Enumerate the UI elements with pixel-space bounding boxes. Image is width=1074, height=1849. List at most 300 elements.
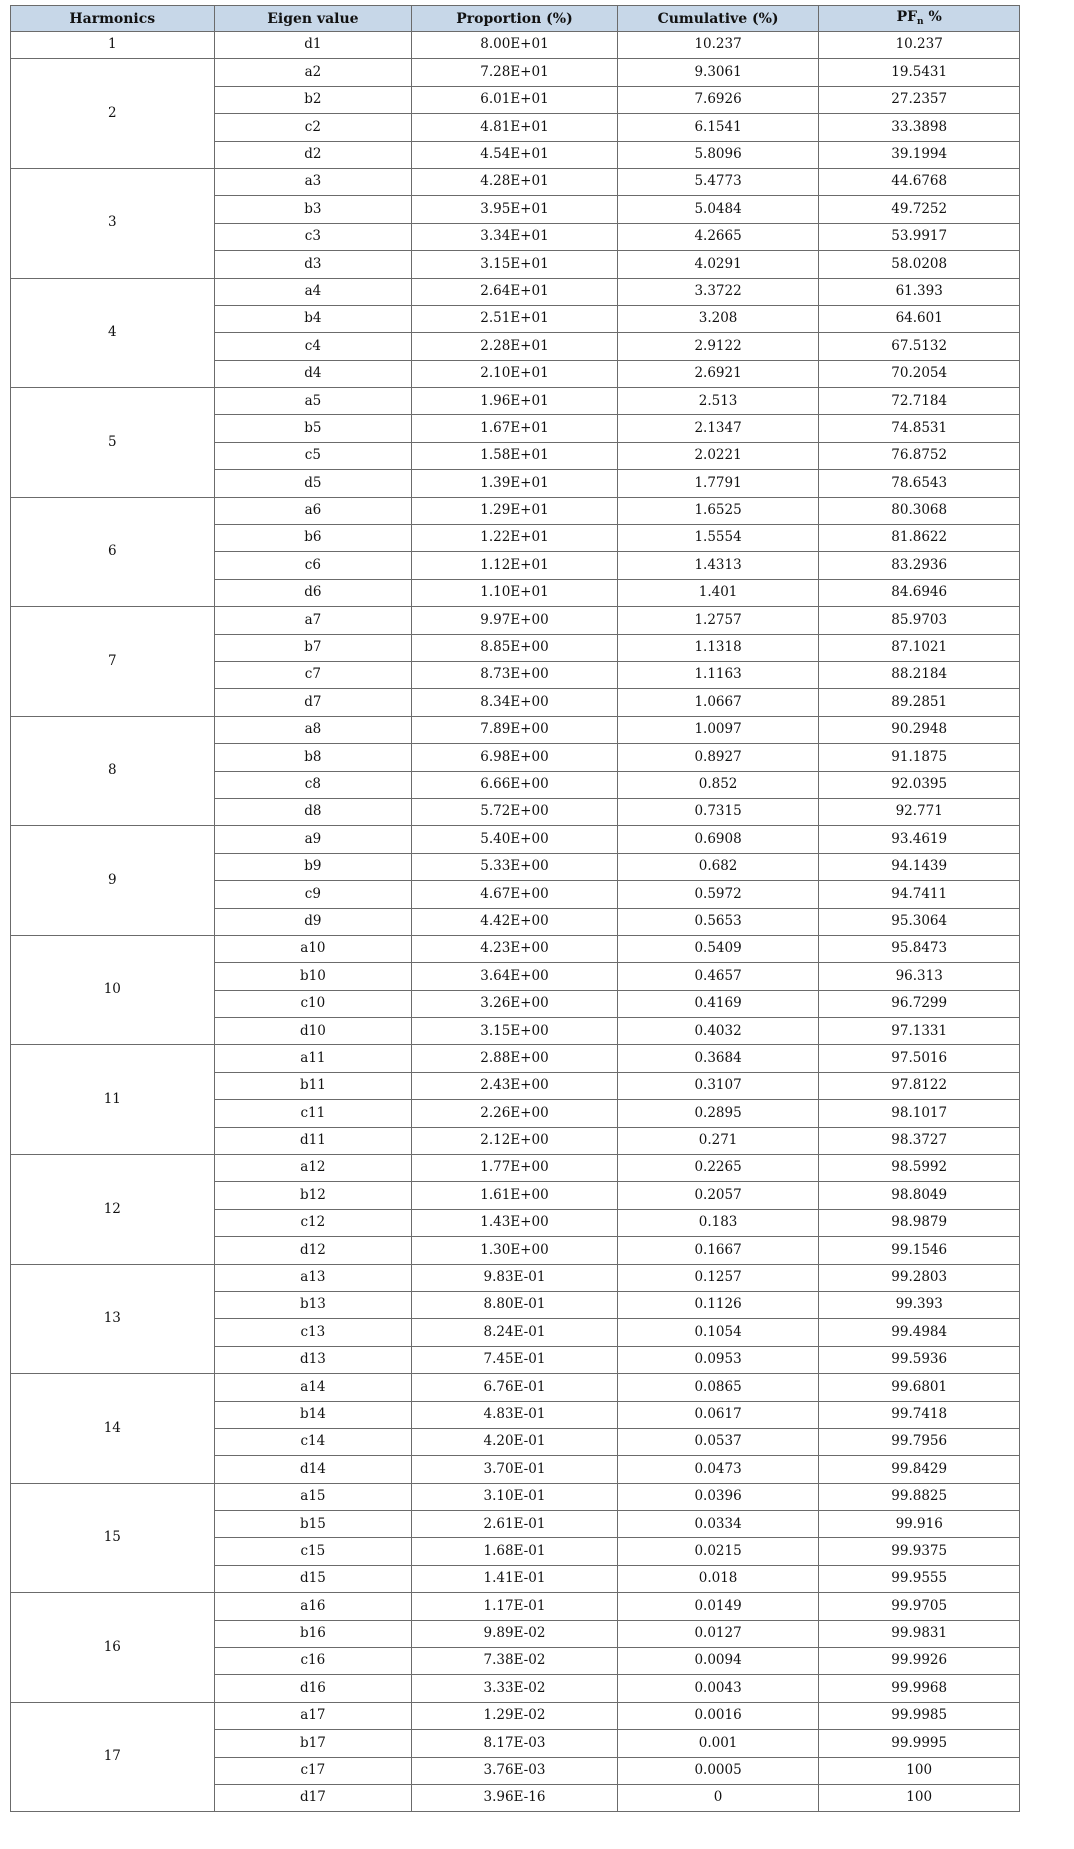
cumulative-cell: 0.0396 <box>617 1483 819 1510</box>
eigen-value-cell: a7 <box>214 607 412 634</box>
table-row <box>11 1702 1020 1729</box>
table-row <box>11 1483 1020 1510</box>
pf-cell: 44.6768 <box>819 168 1020 195</box>
table-row <box>11 1593 1020 1620</box>
proportion-cell: 4.67E+00 <box>412 881 618 908</box>
eigen-value-cell: b11 <box>214 1072 412 1099</box>
pf-cell: 100 <box>819 1785 1020 1812</box>
harmonic-cell: 12 <box>11 1155 215 1265</box>
proportion-cell: 3.26E+00 <box>412 990 618 1017</box>
proportion-cell: 2.28E+01 <box>412 333 618 360</box>
pf-cell: 99.916 <box>819 1511 1020 1538</box>
proportion-cell: 7.28E+01 <box>412 59 618 86</box>
eigen-value-cell: d8 <box>214 798 412 825</box>
cumulative-cell: 1.1163 <box>617 661 819 688</box>
pf-cell: 94.1439 <box>819 853 1020 880</box>
eigen-value-cell: c14 <box>214 1428 412 1455</box>
table-row <box>11 1264 1020 1291</box>
cumulative-cell: 0.0215 <box>617 1538 819 1565</box>
pf-cell: 98.3727 <box>819 1127 1020 1154</box>
header-eigen-value: Eigen value <box>214 6 412 32</box>
proportion-cell: 6.98E+00 <box>412 744 618 771</box>
eigen-value-cell: a4 <box>214 278 412 305</box>
proportion-cell: 1.41E-01 <box>412 1565 618 1592</box>
cumulative-cell: 1.5554 <box>617 525 819 552</box>
eigen-value-cell: d14 <box>214 1456 412 1483</box>
table-row <box>11 278 1020 305</box>
proportion-cell: 4.83E-01 <box>412 1401 618 1428</box>
cumulative-cell: 0.271 <box>617 1127 819 1154</box>
cumulative-cell: 9.3061 <box>617 59 819 86</box>
cumulative-cell: 0.0473 <box>617 1456 819 1483</box>
table-body <box>11 32 1020 1812</box>
eigen-value-cell: c8 <box>214 771 412 798</box>
proportion-cell: 8.17E-03 <box>412 1730 618 1757</box>
pf-cell: 95.3064 <box>819 908 1020 935</box>
eigen-value-cell: a9 <box>214 826 412 853</box>
pf-cell: 19.5431 <box>819 59 1020 86</box>
proportion-cell: 2.64E+01 <box>412 278 618 305</box>
table-row <box>11 59 1020 86</box>
proportion-cell: 4.54E+01 <box>412 141 618 168</box>
harmonic-cell: 11 <box>11 1045 215 1155</box>
pf-cell: 99.7956 <box>819 1428 1020 1455</box>
proportion-cell: 1.67E+01 <box>412 415 618 442</box>
proportion-cell: 3.64E+00 <box>412 963 618 990</box>
eigen-value-cell: d9 <box>214 908 412 935</box>
proportion-cell: 8.34E+00 <box>412 689 618 716</box>
eigen-value-cell: a2 <box>214 59 412 86</box>
header-cumulative: Cumulative (%) <box>617 6 819 32</box>
proportion-cell: 1.17E-01 <box>412 1593 618 1620</box>
proportion-cell: 1.96E+01 <box>412 388 618 415</box>
cumulative-cell: 0.001 <box>617 1730 819 1757</box>
pf-cell: 99.9555 <box>819 1565 1020 1592</box>
eigen-value-cell: a10 <box>214 935 412 962</box>
harmonic-cell: 5 <box>11 388 215 498</box>
eigen-value-cell: b16 <box>214 1620 412 1647</box>
eigen-value-cell: a12 <box>214 1155 412 1182</box>
cumulative-cell: 0.1126 <box>617 1291 819 1318</box>
cumulative-cell: 3.3722 <box>617 278 819 305</box>
eigen-value-cell: a11 <box>214 1045 412 1072</box>
cumulative-cell: 1.0097 <box>617 716 819 743</box>
eigen-value-cell: b3 <box>214 196 412 223</box>
pf-cell: 99.8825 <box>819 1483 1020 1510</box>
pf-cell: 53.9917 <box>819 223 1020 250</box>
eigen-value-cell: c3 <box>214 223 412 250</box>
proportion-cell: 6.01E+01 <box>412 86 618 113</box>
pf-cell: 93.4619 <box>819 826 1020 853</box>
cumulative-cell: 0.0094 <box>617 1648 819 1675</box>
cumulative-cell: 0.3107 <box>617 1072 819 1099</box>
pf-cell: 99.9985 <box>819 1702 1020 1729</box>
cumulative-cell: 1.4313 <box>617 552 819 579</box>
cumulative-cell: 0.2265 <box>617 1155 819 1182</box>
proportion-cell: 1.68E-01 <box>412 1538 618 1565</box>
proportion-cell: 3.96E-16 <box>412 1785 618 1812</box>
harmonic-cell: 2 <box>11 59 215 169</box>
pf-cell: 72.7184 <box>819 388 1020 415</box>
proportion-cell: 3.76E-03 <box>412 1757 618 1784</box>
eigen-value-cell: c16 <box>214 1648 412 1675</box>
pf-cell: 78.6543 <box>819 470 1020 497</box>
eigen-value-cell: c13 <box>214 1319 412 1346</box>
cumulative-cell: 0.0016 <box>617 1702 819 1729</box>
cumulative-cell: 0.5409 <box>617 935 819 962</box>
eigen-value-cell: b12 <box>214 1182 412 1209</box>
cumulative-cell: 0.5972 <box>617 881 819 908</box>
cumulative-cell: 0.1667 <box>617 1237 819 1264</box>
proportion-cell: 1.39E+01 <box>412 470 618 497</box>
pf-cell: 98.8049 <box>819 1182 1020 1209</box>
eigen-value-cell: a14 <box>214 1374 412 1401</box>
pf-cell: 74.8531 <box>819 415 1020 442</box>
proportion-cell: 7.38E-02 <box>412 1648 618 1675</box>
proportion-cell: 1.22E+01 <box>412 525 618 552</box>
eigen-value-cell: d3 <box>214 251 412 278</box>
proportion-cell: 3.10E-01 <box>412 1483 618 1510</box>
table-header <box>11 6 1020 32</box>
pf-cell: 99.9968 <box>819 1675 1020 1702</box>
pf-cell: 99.9705 <box>819 1593 1020 1620</box>
proportion-cell: 4.23E+00 <box>412 935 618 962</box>
cumulative-cell: 0.0005 <box>617 1757 819 1784</box>
eigen-value-cell: d13 <box>214 1346 412 1373</box>
proportion-cell: 8.85E+00 <box>412 634 618 661</box>
cumulative-cell: 0.0127 <box>617 1620 819 1647</box>
table-row <box>11 607 1020 634</box>
eigen-value-cell: a8 <box>214 716 412 743</box>
eigen-value-cell: d15 <box>214 1565 412 1592</box>
eigen-value-cell: b8 <box>214 744 412 771</box>
harmonic-cell: 6 <box>11 497 215 607</box>
pf-cell: 64.601 <box>819 305 1020 332</box>
cumulative-cell: 0.6908 <box>617 826 819 853</box>
eigen-value-cell: c6 <box>214 552 412 579</box>
pf-cell: 90.2948 <box>819 716 1020 743</box>
cumulative-cell: 1.1318 <box>617 634 819 661</box>
table-row <box>11 716 1020 743</box>
harmonic-cell: 9 <box>11 826 215 936</box>
cumulative-cell: 0.1054 <box>617 1319 819 1346</box>
pf-cell: 27.2357 <box>819 86 1020 113</box>
pf-cell: 67.5132 <box>819 333 1020 360</box>
pf-cell: 99.9375 <box>819 1538 1020 1565</box>
pf-cell: 94.7411 <box>819 881 1020 908</box>
pf-cell: 100 <box>819 1757 1020 1784</box>
eigen-value-cell: b15 <box>214 1511 412 1538</box>
pf-cell: 99.9831 <box>819 1620 1020 1647</box>
cumulative-cell: 0.2057 <box>617 1182 819 1209</box>
cumulative-cell: 3.208 <box>617 305 819 332</box>
cumulative-cell: 0.0865 <box>617 1374 819 1401</box>
pf-cell: 99.4984 <box>819 1319 1020 1346</box>
cumulative-cell: 0.1257 <box>617 1264 819 1291</box>
cumulative-cell: 6.1541 <box>617 114 819 141</box>
table-row <box>11 388 1020 415</box>
eigen-value-cell: d6 <box>214 579 412 606</box>
proportion-cell: 1.43E+00 <box>412 1209 618 1236</box>
proportion-cell: 5.72E+00 <box>412 798 618 825</box>
pf-cell: 98.9879 <box>819 1209 1020 1236</box>
proportion-cell: 9.83E-01 <box>412 1264 618 1291</box>
pf-cell: 10.237 <box>819 32 1020 59</box>
eigen-value-cell: a3 <box>214 168 412 195</box>
eigen-value-cell: b4 <box>214 305 412 332</box>
eigen-value-cell: d16 <box>214 1675 412 1702</box>
eigen-value-cell: c9 <box>214 881 412 908</box>
cumulative-cell: 7.6926 <box>617 86 819 113</box>
cumulative-cell: 5.0484 <box>617 196 819 223</box>
harmonic-cell: 10 <box>11 935 215 1045</box>
header-row <box>11 6 1020 32</box>
harmonic-cell: 1 <box>11 32 215 59</box>
proportion-cell: 8.00E+01 <box>412 32 618 59</box>
cumulative-cell: 1.7791 <box>617 470 819 497</box>
pf-cell: 99.5936 <box>819 1346 1020 1373</box>
eigen-value-cell: c10 <box>214 990 412 1017</box>
pf-cell: 61.393 <box>819 278 1020 305</box>
cumulative-cell: 4.0291 <box>617 251 819 278</box>
pf-cell: 99.8429 <box>819 1456 1020 1483</box>
harmonic-cell: 13 <box>11 1264 215 1374</box>
eigen-value-cell: a13 <box>214 1264 412 1291</box>
table-row <box>11 32 1020 59</box>
proportion-cell: 4.20E-01 <box>412 1428 618 1455</box>
eigen-value-cell: d11 <box>214 1127 412 1154</box>
pf-cell: 96.7299 <box>819 990 1020 1017</box>
pf-cell: 95.8473 <box>819 935 1020 962</box>
cumulative-cell: 1.401 <box>617 579 819 606</box>
proportion-cell: 1.77E+00 <box>412 1155 618 1182</box>
cumulative-cell: 0.2895 <box>617 1100 819 1127</box>
proportion-cell: 2.61E-01 <box>412 1511 618 1538</box>
table-row <box>11 497 1020 524</box>
proportion-cell: 8.24E-01 <box>412 1319 618 1346</box>
header-pf-suffix: % <box>923 9 942 25</box>
cumulative-cell: 2.513 <box>617 388 819 415</box>
proportion-cell: 1.30E+00 <box>412 1237 618 1264</box>
cumulative-cell: 2.1347 <box>617 415 819 442</box>
harmonic-cell: 7 <box>11 607 215 717</box>
cumulative-cell: 0.0149 <box>617 1593 819 1620</box>
cumulative-cell: 5.4773 <box>617 168 819 195</box>
harmonic-cell: 15 <box>11 1483 215 1593</box>
eigen-value-cell: a5 <box>214 388 412 415</box>
proportion-cell: 7.45E-01 <box>412 1346 618 1373</box>
eigen-value-cell: a6 <box>214 497 412 524</box>
header-proportion: Proportion (%) <box>412 6 618 32</box>
cumulative-cell: 0.7315 <box>617 798 819 825</box>
proportion-cell: 3.95E+01 <box>412 196 618 223</box>
cumulative-cell: 4.2665 <box>617 223 819 250</box>
cumulative-cell: 2.0221 <box>617 442 819 469</box>
eigen-value-cell: c12 <box>214 1209 412 1236</box>
cumulative-cell: 0.0334 <box>617 1511 819 1538</box>
pf-cell: 80.3068 <box>819 497 1020 524</box>
table-row <box>11 826 1020 853</box>
proportion-cell: 2.12E+00 <box>412 1127 618 1154</box>
proportion-cell: 2.43E+00 <box>412 1072 618 1099</box>
cumulative-cell: 0.4169 <box>617 990 819 1017</box>
proportion-cell: 6.76E-01 <box>412 1374 618 1401</box>
pf-cell: 98.5992 <box>819 1155 1020 1182</box>
table-row <box>11 935 1020 962</box>
harmonic-cell: 4 <box>11 278 215 388</box>
eigen-value-cell: d7 <box>214 689 412 716</box>
eigen-value-cell: b13 <box>214 1291 412 1318</box>
eigen-value-cell: c15 <box>214 1538 412 1565</box>
eigenvalue-table <box>10 5 1020 1812</box>
pf-cell: 96.313 <box>819 963 1020 990</box>
pf-cell: 91.1875 <box>819 744 1020 771</box>
proportion-cell: 5.33E+00 <box>412 853 618 880</box>
proportion-cell: 3.34E+01 <box>412 223 618 250</box>
cumulative-cell: 10.237 <box>617 32 819 59</box>
cumulative-cell: 1.2757 <box>617 607 819 634</box>
proportion-cell: 1.58E+01 <box>412 442 618 469</box>
eigen-value-cell: b7 <box>214 634 412 661</box>
eigen-value-cell: c11 <box>214 1100 412 1127</box>
eigen-value-cell: a15 <box>214 1483 412 1510</box>
pf-cell: 88.2184 <box>819 661 1020 688</box>
pf-cell: 84.6946 <box>819 579 1020 606</box>
proportion-cell: 5.40E+00 <box>412 826 618 853</box>
harmonic-cell: 3 <box>11 168 215 278</box>
cumulative-cell: 1.0667 <box>617 689 819 716</box>
pf-cell: 83.2936 <box>819 552 1020 579</box>
pf-cell: 87.1021 <box>819 634 1020 661</box>
cumulative-cell: 0.4657 <box>617 963 819 990</box>
table-row <box>11 1045 1020 1072</box>
pf-cell: 99.7418 <box>819 1401 1020 1428</box>
eigen-value-cell: d12 <box>214 1237 412 1264</box>
pf-cell: 99.2803 <box>819 1264 1020 1291</box>
proportion-cell: 3.15E+01 <box>412 251 618 278</box>
pf-cell: 99.393 <box>819 1291 1020 1318</box>
eigen-value-cell: b17 <box>214 1730 412 1757</box>
cumulative-cell: 0.8927 <box>617 744 819 771</box>
eigen-value-cell: d2 <box>214 141 412 168</box>
eigen-value-cell: d10 <box>214 1018 412 1045</box>
cumulative-cell: 0.682 <box>617 853 819 880</box>
pf-cell: 99.1546 <box>819 1237 1020 1264</box>
proportion-cell: 9.97E+00 <box>412 607 618 634</box>
table-row <box>11 1374 1020 1401</box>
pf-cell: 99.9926 <box>819 1648 1020 1675</box>
proportion-cell: 4.81E+01 <box>412 114 618 141</box>
pf-cell: 70.2054 <box>819 360 1020 387</box>
eigen-value-cell: a17 <box>214 1702 412 1729</box>
eigen-value-cell: d1 <box>214 32 412 59</box>
proportion-cell: 1.12E+01 <box>412 552 618 579</box>
harmonic-cell: 16 <box>11 1593 215 1703</box>
cumulative-cell: 0.0537 <box>617 1428 819 1455</box>
pf-cell: 58.0208 <box>819 251 1020 278</box>
pf-cell: 33.3898 <box>819 114 1020 141</box>
pf-cell: 97.1331 <box>819 1018 1020 1045</box>
pf-cell: 81.8622 <box>819 525 1020 552</box>
header-pf <box>819 6 1020 32</box>
eigen-value-cell: d17 <box>214 1785 412 1812</box>
proportion-cell: 2.26E+00 <box>412 1100 618 1127</box>
eigen-value-cell: b9 <box>214 853 412 880</box>
header-pf-main: PF <box>896 9 918 25</box>
pf-cell: 92.0395 <box>819 771 1020 798</box>
eigen-value-cell: c17 <box>214 1757 412 1784</box>
pf-cell: 99.9995 <box>819 1730 1020 1757</box>
cumulative-cell: 0.0043 <box>617 1675 819 1702</box>
eigen-value-cell: c2 <box>214 114 412 141</box>
cumulative-cell: 0.852 <box>617 771 819 798</box>
proportion-cell: 1.61E+00 <box>412 1182 618 1209</box>
cumulative-cell: 0.183 <box>617 1209 819 1236</box>
eigen-value-cell: c4 <box>214 333 412 360</box>
eigen-value-cell: d5 <box>214 470 412 497</box>
cumulative-cell: 0.4032 <box>617 1018 819 1045</box>
eigen-value-cell: b2 <box>214 86 412 113</box>
table-row <box>11 1155 1020 1182</box>
pf-cell: 97.8122 <box>819 1072 1020 1099</box>
eigen-value-cell: b6 <box>214 525 412 552</box>
proportion-cell: 3.15E+00 <box>412 1018 618 1045</box>
proportion-cell: 4.28E+01 <box>412 168 618 195</box>
proportion-cell: 2.10E+01 <box>412 360 618 387</box>
cumulative-cell: 0.3684 <box>617 1045 819 1072</box>
cumulative-cell: 0 <box>617 1785 819 1812</box>
proportion-cell: 3.33E-02 <box>412 1675 618 1702</box>
eigen-value-cell: a16 <box>214 1593 412 1620</box>
cumulative-cell: 2.9122 <box>617 333 819 360</box>
proportion-cell: 4.42E+00 <box>412 908 618 935</box>
proportion-cell: 9.89E-02 <box>412 1620 618 1647</box>
pf-cell: 97.5016 <box>819 1045 1020 1072</box>
proportion-cell: 1.29E-02 <box>412 1702 618 1729</box>
proportion-cell: 1.10E+01 <box>412 579 618 606</box>
cumulative-cell: 0.5653 <box>617 908 819 935</box>
proportion-cell: 2.51E+01 <box>412 305 618 332</box>
pf-cell: 76.8752 <box>819 442 1020 469</box>
proportion-cell: 8.80E-01 <box>412 1291 618 1318</box>
eigen-value-cell: c5 <box>214 442 412 469</box>
eigen-value-cell: b14 <box>214 1401 412 1428</box>
proportion-cell: 3.70E-01 <box>412 1456 618 1483</box>
pf-cell: 49.7252 <box>819 196 1020 223</box>
cumulative-cell: 0.0617 <box>617 1401 819 1428</box>
header-harmonics: Harmonics <box>11 6 215 32</box>
eigen-value-cell: d4 <box>214 360 412 387</box>
proportion-cell: 1.29E+01 <box>412 497 618 524</box>
eigen-value-cell: c7 <box>214 661 412 688</box>
proportion-cell: 6.66E+00 <box>412 771 618 798</box>
harmonic-cell: 17 <box>11 1702 215 1812</box>
table-row <box>11 168 1020 195</box>
header-pf-subscript: n <box>917 17 924 27</box>
cumulative-cell: 0.0953 <box>617 1346 819 1373</box>
cumulative-cell: 0.018 <box>617 1565 819 1592</box>
pf-cell: 99.6801 <box>819 1374 1020 1401</box>
pf-cell: 89.2851 <box>819 689 1020 716</box>
proportion-cell: 2.88E+00 <box>412 1045 618 1072</box>
eigen-value-cell: b10 <box>214 963 412 990</box>
pf-cell: 85.9703 <box>819 607 1020 634</box>
harmonic-cell: 8 <box>11 716 215 826</box>
cumulative-cell: 5.8096 <box>617 141 819 168</box>
eigen-value-cell: b5 <box>214 415 412 442</box>
pf-cell: 98.1017 <box>819 1100 1020 1127</box>
pf-cell: 92.771 <box>819 798 1020 825</box>
